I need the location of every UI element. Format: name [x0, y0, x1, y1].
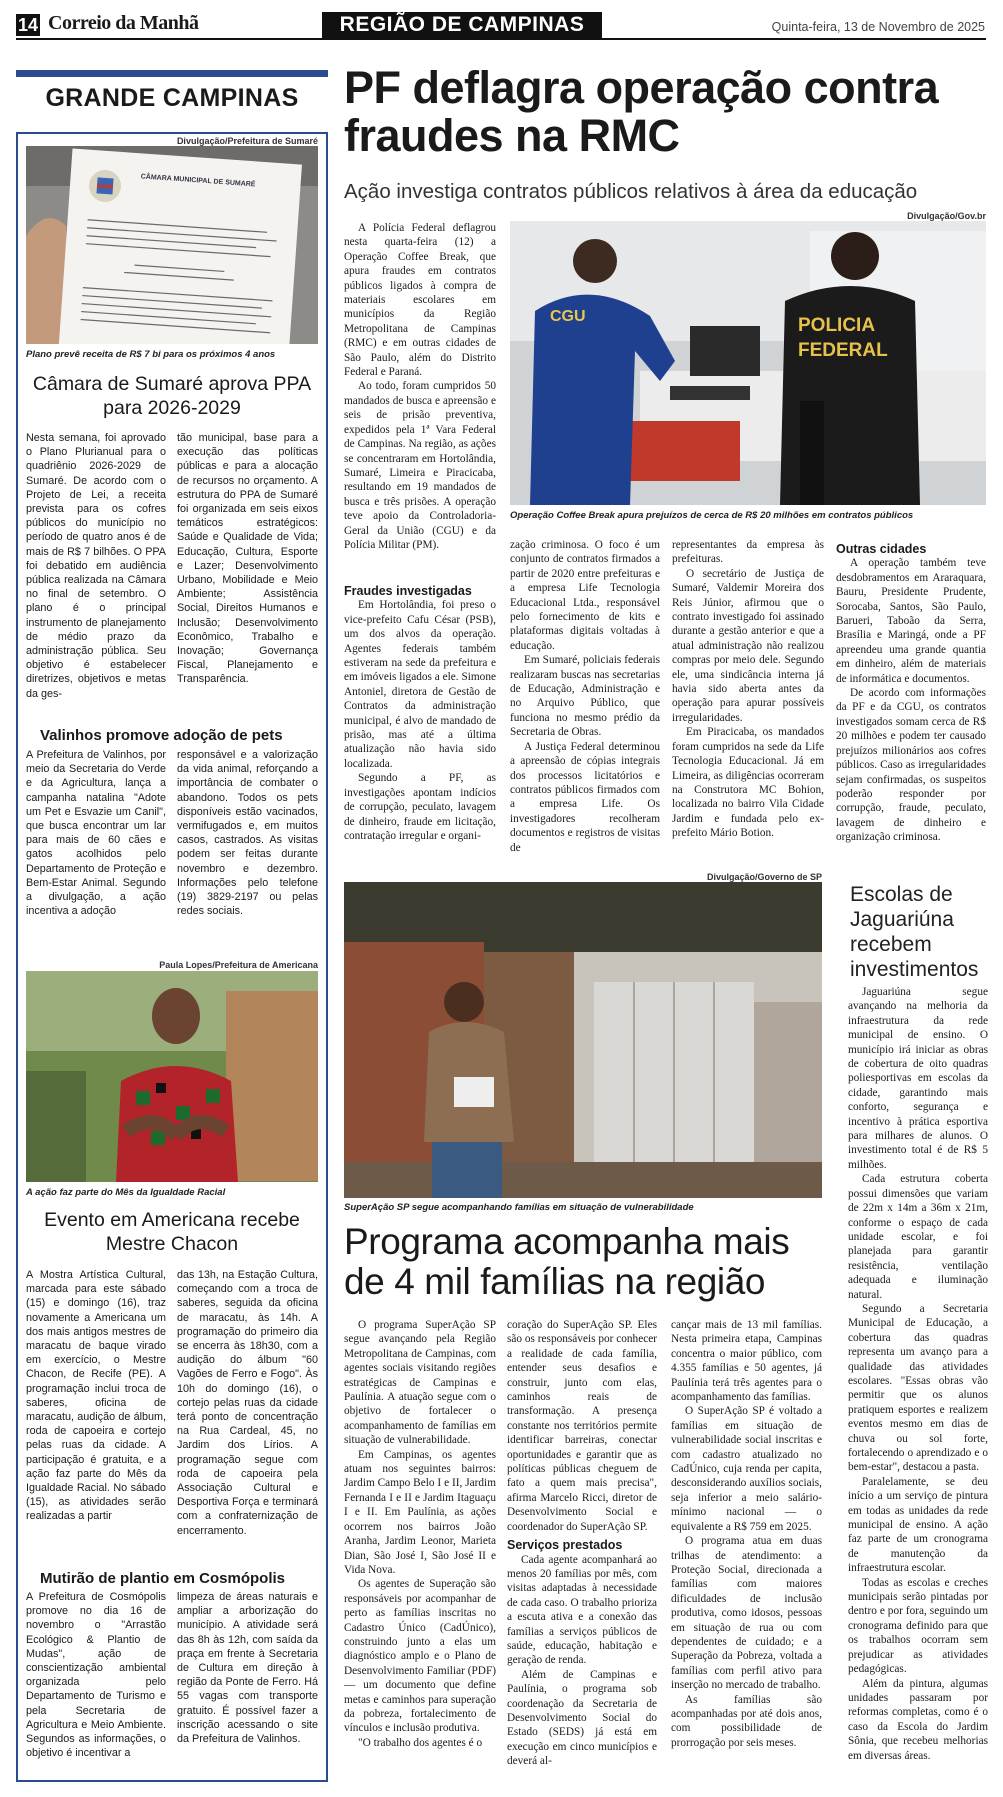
- story-headline: Mutirão de plantio em Cosmópolis: [40, 1570, 286, 1587]
- paragraph: A operação também teve desdobramentos em Araraquara, Bauru, Presidente Prudente, Sorocaba, Santos, São Paulo, Barueri, Taboão da Serra, Brasília e Maringá, onde a PF apreendeu uma grande quantia em dinheiro, além de materiais de informática e documentos.: [836, 557, 986, 685]
- subhead: Fraudes investigadas: [344, 584, 472, 598]
- vest-label-cgu: CGU: [550, 308, 586, 325]
- paragraph: As famílias são acompanhadas por até dois anos, com possibilidade de prorrogação por seis meses.: [671, 1693, 822, 1749]
- story-headline: Evento em Americana recebe Mestre Chacon: [44, 1209, 300, 1255]
- paragraph: zação criminosa. O foco é um conjunto de contratos firmados a partir de 2020 entre prefeituras e a empresa Life Tecnologia Educacional Ltda., responsável pelo fornecimento de kits e plataformas digitais voltadas à educação.: [510, 539, 660, 652]
- second-col2: [507, 1318, 657, 1769]
- paragraph: A Polícia Federal deflagrou nesta quarta-feira (12) a Operação Coffee Break, que apura fraudes em contratos públicos ligados à compra de materiais escolares em municípios da Região Metropolitana de Campinas (RMC) e em outras cidades de São Paulo, além do Distrito Federal e Paraná.: [344, 222, 496, 379]
- story-text-col1: Nesta semana, foi aprovado o Plano Plurianual para o quadriênio 2026-2029 de Sumaré. De acordo com o Projeto de Lei, a receita prevista para os cofres públicos do município no período de quatro anos é de mais de R$ 7 bilhões. O PPA foi debatido em audiência pública realizada na Câmara no final de setembro. O plano é o principal instrumento de planejamento de médio prazo da administração pública. Seu objetivo é estabelecer diretrizes, objetivos e metas da ges-: [26, 432, 166, 700]
- sidebar-top-bar: [16, 70, 328, 77]
- paragraph: Além da pintura, algumas unidades passaram por reformas completas, como é o caso da Escola do Jardim Sônia, que recebeu melhorias em diversas áreas.: [848, 1677, 988, 1762]
- section-title: REGIÃO DE CAMPINAS: [322, 12, 602, 38]
- story-text-col1: A Prefeitura de Valinhos, por meio da Secretaria do Verde e da Agricultura, lança a campanha natalina "Adote um Pet e Esvazie um Canil", que busca encontrar um lar para mais de 60 cães e gatos acolhidos pelo Departamento de Proteção e Bem-Estar Animal. Segundo a divulgação, a ação incentiva a adoção: [26, 749, 166, 918]
- paragraph: Ao todo, foram cumpridos 50 mandados de busca e apreensão e seis de prisão preventiva, expedidos pela 1ª Vara Federal de Campinas. Na região, as ações se concentraram em Hortolândia, Sumaré, Limeira e Piracicaba, resultando em 19 mandados de busca e três prisões. A operação teve apoio da Controladoria-Geral da União (CGU) e da Polícia Militar (PM).: [344, 380, 496, 551]
- lead-col1-lower: [344, 580, 496, 843]
- ppa-document-photo: [26, 146, 318, 344]
- paper-name: Correio da Manhã: [48, 12, 199, 34]
- right-col: [848, 985, 988, 1763]
- mestre-chacon-photo: [26, 971, 318, 1182]
- story-text-col1: A Mostra Artística Cultural, marcada para este sábado (15) e domingo (16), traz novamente a Americana um dos mais antigos mestres de maracatu de baque virado em exercício, o Mestre Chacon, de Recife (PE). A programação inclui troca de saberes, oficina de maracatu, audição de álbum, roda de capoeira e cortejo pelas ruas da cidade. A participação é gratuita, e a ação faz parte do Mês da Igualdade Racial. No sábado (15), as atividades serão realizadas a partir: [26, 1269, 166, 1523]
- sidebar-title: GRANDE CAMPINAS: [45, 84, 299, 112]
- paragraph: Os agentes de Superação são responsáveis por acompanhar de perto as famílias inscritas no Cadastro Único (CadÚnico), construindo junto a elas um diagnóstico amplo e o Plano de Desenvolvimento Familiar (PDF) — um documento que define metas e caminhos para superação da pobreza, fortalecimento de vínculos e inclusão produtiva.: [344, 1578, 496, 1735]
- superacao-agent-photo: [344, 882, 822, 1198]
- federal-police-photo: [510, 221, 986, 505]
- header-rule: [16, 38, 986, 40]
- story-text-col2: responsável e a valorização da vida animal, reforçando a importância de combater o abandono. Todos os pets disponíveis estão vacinados, vermifugados e, em muitos casos, castrados. As visitas podem ser feitas durante novembro e dezembro. Informações pelo telefone (19) 3829-2197 ou pelas redes sociais.: [177, 749, 318, 918]
- paragraph: De acordo com informações da PF e da CGU, os contratos investigados somam cerca de R$ 20 milhões e podem ter causado prejuízos milionários aos cofres públicos. Caso as irregularidades sejam confirmadas, os suspeitos poderão responder por corrupção, fraude, peculato, lavagem de dinheiro e organização criminosa.: [836, 687, 986, 844]
- lead-deck: Ação investiga contratos públicos relativos à área da educação: [344, 180, 918, 203]
- photo-caption: Operação Coffee Break apura prejuízos de cerca de R$ 20 milhões em contratos públicos: [510, 510, 914, 521]
- paragraph: Em Piracicaba, os mandados foram cumpridos na sede da Life Tecnologia Educacional. Já em Limeira, as diligências ocorreram na Construtora MC Bohion, localizada no bairro Vila Cidade Jardim e fundada pelo ex-prefeito Mário Botion.: [672, 726, 824, 840]
- paragraph: Além de Campinas e Paulínia, o programa sob coordenação da Secretaria de Desenvolvimento Social do Estado (SEDS) já está em execução em cinco municípios e deverá al-: [507, 1668, 657, 1768]
- paragraph: Segundo a Secretaria Municipal de Educação, a cobertura das quadras representa um avanço para a qualidade das atividades escolares. "Essas obras vão permitir que os alunos pratiquem esportes e realizem eventos mesmo em dias de chuva ou sol forte, fortalecendo o aprendizado e o bem-estar", destacou a pasta.: [848, 1302, 988, 1474]
- story-text-col2: das 13h, na Estação Cultura, começando com a troca de saberes, seguida da oficina de maracatu, às 14h. A programação do primeiro dia se encerra às 18h30, com a audição do álbum "60 Vagões de Ferro e Fogo". Às 10h do domingo (16), o cortejo pelas ruas da cidade terá ponto de concentração na Rua Cardeal, 45, no Jardim dos Lírios. A programação segue com roda de capoeira pela Associação Cultural e Desportiva Força e terminará com a confraternização de encerramento.: [177, 1269, 318, 1537]
- photo-credit: Paula Lopes/Prefeitura de Americana: [159, 960, 318, 970]
- paragraph: Segundo a PF, as investigações apontam indícios de corrupção, peculato, lavagem de dinheiro, fraude em licitação, contratação irregular e organi-: [344, 772, 496, 842]
- second-headline: Programa acompanha mais de 4 mil famílias na região: [344, 1221, 790, 1302]
- photo-credit: Divulgação/Governo de SP: [706, 872, 822, 882]
- paragraph: cançar mais de 13 mil famílias. Nesta primeira etapa, Campinas concentra o maior público, com 4.355 famílias e 50 agentes, já Paulínia terá três agentes para o acompanhamento das famílias.: [671, 1319, 822, 1404]
- paragraph: Cada estrutura coberta possui dimensões que variam de 22m x 14m a 36m x 21m, conforme o espaço de cada unidade escolar, e foi planejada para garantir resistência, ventilação adequada e iluminação natural.: [848, 1173, 988, 1301]
- paragraph: Jaguariúna segue avançando na melhoria da infraestrutura da rede municipal de ensino. O município irá iniciar as obras de cobertura de oito quadras poliesportivas em escolas da cidade, garantindo mais conforto, segurança e incentivo à prática esportiva para milhares de alunos. O investimento total é de R$ 5 milhões.: [848, 986, 988, 1171]
- subhead: Serviços prestados: [507, 1538, 623, 1553]
- paragraph: Cada agente acompanhará ao menos 20 famílias por mês, com visitas adaptadas à necessidade de cada caso. O trabalho prioriza a escuta ativa e a conexão das famílias a serviços públicos de saúde, educação, habitação e geração de renda.: [507, 1553, 657, 1667]
- page-number: 14: [17, 15, 39, 35]
- paragraph: O programa atua em duas trilhas de atendimento: a Proteção Social, direcionada a famílias com maiores dificuldades de inclusão produtiva, como idosos, pessoas em situação de rua ou com dependentes de cuidado; e a Superação da Pobreza, voltada a famílias com perfil ativo para inserção no mercado de trabalho.: [671, 1535, 822, 1692]
- lead-col2: [510, 538, 660, 855]
- second-col3: [671, 1318, 822, 1750]
- paragraph: A Justiça Federal determinou a apreensão de cópias integrais dos processos licitatórios e contratos públicos firmados com a empresa Life. Os investigadores recolheram documentos e registros de visitas de: [510, 740, 660, 854]
- vest-label-policia: POLICIA: [798, 315, 876, 336]
- lead-col1: [344, 221, 496, 552]
- photo-caption: SuperAção SP segue acompanhando famílias em situação de vulnerabilidade: [344, 1202, 694, 1213]
- photo-credit: Divulgação/Prefeitura de Sumaré: [176, 136, 318, 146]
- paragraph: "O trabalho dos agentes é o: [358, 1736, 483, 1749]
- right-headline: Escolas de Jaguariúna recebem investimentos: [850, 883, 979, 981]
- paragraph: Em Sumaré, policiais federais realizaram buscas nas secretarias de Educação, Administração e no Arquivo Público, que funciona no mesmo prédio da Secretaria de Obras.: [510, 654, 660, 739]
- paragraph: O programa SuperAção SP segue avançando pela Região Metropolitana de Campinas, com agentes sociais visitando regiões estratégicas de Campinas e Paulínia. A atuação segue com o objetivo de fortalecer o acompanhamento de famílias em situação de vulnerabilidade.: [344, 1319, 496, 1447]
- vest-label-federal: FEDERAL: [798, 340, 888, 361]
- paragraph: Paralelamente, se deu início a um serviço de pintura em todas as unidades da rede municipal de ensino. A ação faz parte de um cronograma de manutenção da infraestrutura escolar.: [848, 1475, 988, 1575]
- photo-credit: Divulgação/Gov.br: [907, 211, 986, 221]
- story-headline: Câmara de Sumaré aprova PPA para 2026-2029: [32, 373, 312, 419]
- lead-col4: [836, 538, 986, 845]
- lead-headline: PF deflagra operação contra fraudes na RMC: [344, 62, 939, 161]
- paragraph: representantes da empresa às prefeituras.: [672, 539, 824, 566]
- subhead: Outras cidades: [836, 542, 927, 556]
- paragraph: Todas as escolas e creches municipais serão pintadas por dentro e por fora, seguindo um cronograma definido para que os trabalhos ocorram sem prejudicar as atividades pedagógicas.: [848, 1576, 988, 1676]
- document-heading: CÂMARA MUNICIPAL DE SUMARÉ: [140, 173, 256, 189]
- story-text-col2: tão municipal, base para a execução das políticas públicas e para a alocação de recursos no orçamento. A estrutura do PPA de Sumaré foi organizada em seis eixos temáticos estratégicos: Saúde e Qualidade de Vida; Educação, Cultura, Esporte e Lazer; Desenvolvimento Urbano, Mobilidade e Meio Ambiente; Assistência Social, Direitos Humanos e Inclusão; Desenvolvimento Econômico, Trabalho e Inovação; Governança Fiscal, Planejamento e Transparência.: [177, 432, 318, 686]
- lead-col3: [672, 538, 824, 841]
- story-text-col2: limpeza de áreas naturais e ampliar a arborização do município. A atividade será das 8h às 12h, com saída da praça em frente à Secretaria de Cultura em direção à região da Ponte de Ferro. Há 55 vagas com transporte gratuito. É possível fazer a inscrição acessando o site da Prefeitura de Valinhos.: [177, 1591, 318, 1746]
- paragraph: coração do SuperAção SP. Eles são os responsáveis por conhecer a realidade de cada família, entender seus desafios e construir, junto com elas, caminhos reais de transformação. A presença constante nos territórios permite identificar barreiras, conectar oportunidades e garantir que as políticas públicas cheguem de fato a quem mais precisa", afirma Marcelo Ricci, diretor de Desenvolvimento Social e coordenador do SuperAção SP.: [507, 1319, 657, 1533]
- issue-date: Quinta-feira, 13 de Novembro de 2025: [771, 20, 985, 34]
- story-text-col1: A Prefeitura de Cosmópolis promove no dia 16 de novembro o "Arrastão Ecológico & Plantio de Mudas", ação de conscientização ambiental organizada pelo Departamento de Turismo e pela Secretaria de Agricultura e Meio Ambiente. Segundos as informações, o objetivo é incentivar a: [26, 1591, 166, 1760]
- photo-caption: Plano prevê receita de R$ 7 bi para os próximos 4 anos: [26, 349, 276, 360]
- paragraph: Em Hortolândia, foi preso o vice-prefeito Cafu César (PSB), um dos alvos da operação. Agentes federais também estiveram na sede da prefeitura e em imóveis ligados a ele. Simone Antoniel, diretora de Gestão de Contratos da administração municipal, é alvo de mandado de prisão, mas até a última atualização não havia sido localizada.: [344, 599, 496, 770]
- paragraph: Em Campinas, os agentes atuam nos seguintes bairros: Jardim Campo Belo I e II, Jardim Fernanda I e II e Jardim Itaguaçu I e II. Em Paulínia, as ações ocorrem nos bairros João Aranha, Jardim Leonor, Marieta Dian, São José I, São José II e Vida Nova.: [344, 1448, 496, 1576]
- story-headline: Valinhos promove adoção de pets: [40, 727, 283, 744]
- paragraph: O secretário de Justiça de Sumaré, Valdemir Moreira dos Reis Júnior, afirmou que o contrato investigado foi assinado durante a gestão anterior e que a atual administração não realizou compras por meio dele. Segundo ele, uma sindicância interna já havia sido aberta antes da operação para apurar possíveis irregularidades.: [672, 567, 824, 724]
- paragraph: O SuperAção SP é voltado a famílias em situação de vulnerabilidade social inscritas e com cadastro atualizado no CadÚnico, cuja renda per capita, desconsiderando auxílios sociais, seja inferior a meio salário-mínimo nacional — o equivalente a R$ 759 em 2025.: [671, 1405, 822, 1533]
- photo-caption: A ação faz parte do Mês da Igualdade Racial: [26, 1187, 226, 1198]
- second-col1: [344, 1318, 496, 1750]
